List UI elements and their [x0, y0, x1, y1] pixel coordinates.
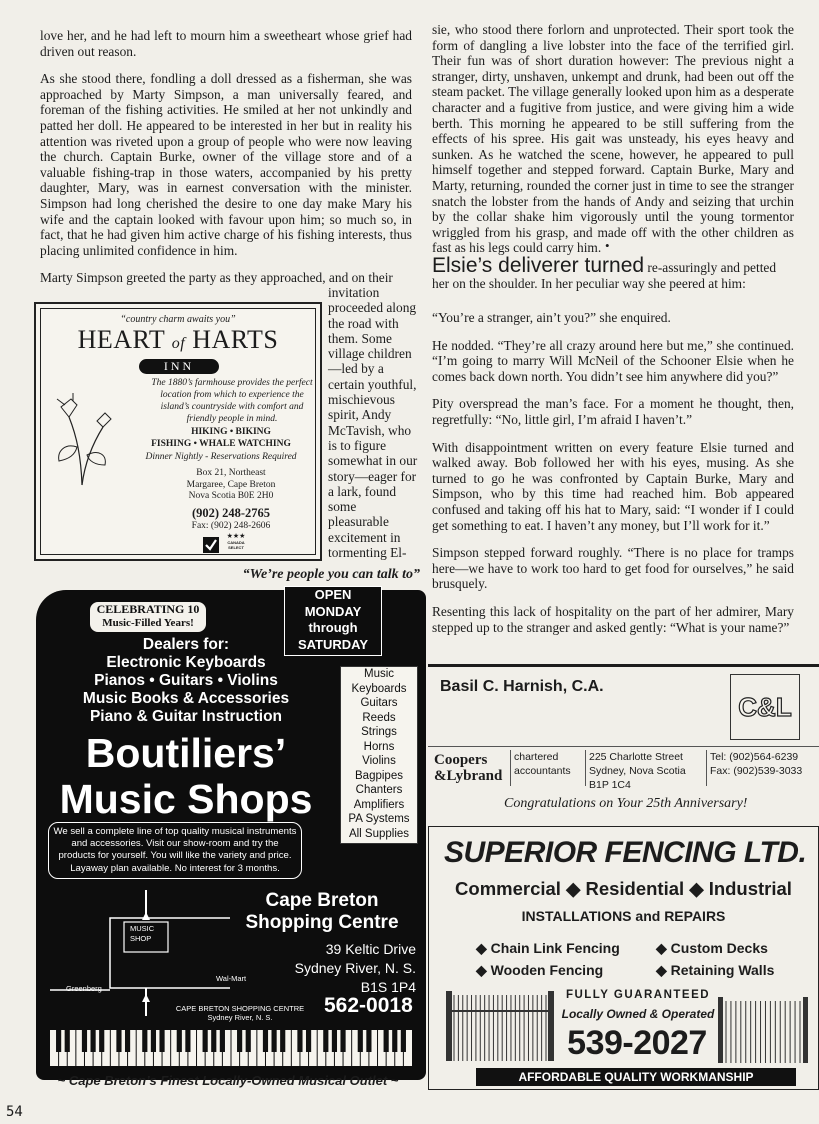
product-item: Guitars	[360, 697, 398, 709]
hoh-name-b: HARTS	[192, 325, 279, 354]
celebrating-line-2: Music-Filled Years!	[102, 617, 194, 629]
keyboard-black-key	[185, 1030, 190, 1052]
fencing-category: Industrial	[708, 878, 792, 899]
fencing-categories	[428, 878, 819, 900]
store-centre-line-2: Shopping Centre	[245, 912, 399, 933]
boutiliers-talk-tagline: “We’re people you can talk to”	[242, 567, 420, 582]
store-address-line: 39 Keltic Drive	[325, 941, 416, 957]
store-centre-name	[230, 890, 414, 934]
hoh-inn: INN	[163, 359, 195, 373]
dealers-line: Dealers for:	[142, 636, 230, 653]
product-item: PA Systems	[348, 813, 410, 825]
story-wrap-column: invitation proceeded along the road with them. Some village children—led by a certain youthful, mischievous spirit, Andy McTavish, who is to figure somewhat in our story—eager for a lark, found some pleasurable excitement in tormenting El-	[328, 285, 418, 561]
harnish-address	[589, 750, 686, 792]
story-right-top: sie, who stood there forlorn and unprotected. Their sport took the form of dangling a live lobster into the face of the terrified girl. Their fun was of short duration however: The previous night a stranger, dirty, unshaven, unkempt and drunk, had been out off the steam packet. The village generally looked upon him as a desperate character and a fugitive from justice, and were giving him a wide berth. This morning he appeared to be still suffering from the effects of his spree. His gait was unsteady, his eyes heavy and sunken. As he watched the scene, however, he appeared to pull himself together and stepped forward. Captain Burke, Mary and Marty, returning, rounded the corner just in time to see the stranger snatch the lobster from the hands of Andy and seizing that urchin by the collar shake him vigorously until the young tormentor wriggled from his grasp, and made off with the other children as fast as his legs could carry him.	[432, 22, 794, 256]
keyboard-graphic	[50, 1030, 412, 1066]
fencing-tagline: AFFORDABLE QUALITY WORKMANSHIP	[476, 1068, 796, 1086]
firm-type-line-1: chartered	[514, 751, 559, 763]
diamond-icon: ◆	[566, 878, 586, 899]
fencing-guaranteed: FULLY GUARANTEED	[565, 989, 711, 1001]
keyboard-black-key	[99, 1030, 104, 1052]
hoh-name	[41, 325, 315, 355]
hoh-name-of: of	[171, 335, 186, 352]
dealers-line: Piano & Guitar Instruction	[89, 708, 283, 725]
firm-name-line-1: Coopers	[434, 752, 488, 768]
hoh-address-line: Nova Scotia B0E 2H0	[188, 491, 274, 501]
celebrating-line-1: CELEBRATING 10	[96, 602, 200, 616]
hoh-dinner: Dinner Nightly - Reservations Required	[145, 452, 297, 462]
map-city-label: Sydney River, N. S.	[207, 1013, 273, 1022]
hoh-fax: Fax: (902) 248-2606	[191, 521, 271, 531]
story-paragraph: Pity overspread the man’s face. For a moment he thought, then, regretfully: “No, little girl, I’m afraid I haven’t.”	[432, 396, 794, 427]
keyboard-black-key	[65, 1030, 70, 1052]
store-centre-line-1: Cape Breton	[265, 890, 379, 911]
deliverer-heading: Elsie’s deliverer turned	[432, 254, 645, 277]
keyboard-black-key	[246, 1030, 251, 1052]
products-box	[340, 666, 418, 844]
fencing-service-item: ◆ Custom Decks	[656, 940, 768, 956]
fencing-category: Residential	[585, 878, 685, 899]
story-paragraph: love her, and he had left to mourn him a sweetheart whose grief had driven out reason.	[40, 28, 412, 59]
product-item: All Supplies	[348, 827, 410, 840]
keyboard-black-key	[272, 1030, 277, 1052]
boutiliers-ad	[36, 587, 426, 1080]
keyboard-black-key	[392, 1030, 397, 1052]
store-address-line: Sydney River, N. S.	[294, 960, 416, 976]
checkmark-box-icon	[203, 537, 219, 553]
superior-fencing-ad	[428, 826, 819, 1090]
open-hours-line: MONDAY	[304, 603, 362, 619]
product-item: Music	[363, 668, 395, 680]
keyboard-black-key	[91, 1030, 96, 1052]
harnish-divider	[706, 750, 707, 786]
hoh-inn-badge	[139, 359, 219, 374]
dealers-line: Electronic Keyboards	[106, 654, 266, 671]
fencing-service-label: Chain Link Fencing	[490, 940, 620, 956]
keyboard-black-key	[384, 1030, 389, 1052]
fencing-service-label: Retaining Walls	[670, 962, 775, 978]
keyboard-black-key	[142, 1030, 147, 1052]
dealers-line: Music Books & Accessories	[82, 690, 290, 707]
keyboard-black-key	[211, 1030, 216, 1052]
product-item: Violins	[362, 755, 396, 767]
boutiliers-name-line-2: Music Shops	[59, 776, 313, 822]
keyboard-black-key	[151, 1030, 156, 1052]
keyboard-black-key	[263, 1030, 268, 1052]
canada-select-stars: ★★★	[226, 533, 246, 540]
story-bullet: •	[605, 238, 610, 253]
cl-logo	[730, 674, 800, 740]
keyboard-black-key	[366, 1030, 371, 1052]
story-paragraph: He nodded. “They’re all crazy around here but me,” she continued. “I’m going to marry Will McNeil of the Schooner Elsie when he comes back down north. You didn’t see him anywhere did you?”	[432, 337, 794, 384]
hoh-address-line: Margaree, Cape Breton	[186, 479, 276, 490]
keyboard-black-key	[297, 1030, 302, 1052]
hoh-activities-1: HIKING • BIKING	[191, 427, 271, 437]
keyboard-black-key	[56, 1030, 61, 1052]
fencing-name: SUPERIOR FENCING LTD.	[444, 836, 807, 869]
harnish-address-line: B1P 1C4	[589, 779, 631, 791]
keyboard-black-key	[323, 1030, 328, 1052]
heart-of-harts-ad	[34, 302, 322, 561]
keyboard-black-key	[340, 1030, 345, 1052]
story-paragraph: “You’re a stranger, ain’t you?” she enquired.	[432, 310, 671, 325]
fencing-service-item: ◆ Chain Link Fencing	[476, 940, 620, 956]
boutiliers-blurb: We sell a complete line of top quality musical instruments and accessories. Visit our show-room and try the products for yourself. You will like the variety and price. Layaway plan available. No interest for 3 months.	[48, 822, 302, 879]
product-item: Strings	[361, 726, 397, 738]
product-item: Chanters	[355, 784, 403, 796]
harnish-divider	[585, 750, 586, 786]
canada-select-label: CANADA SELECT	[227, 540, 245, 550]
story-paragraph: Resenting this lack of hospitality on the part of her admirer, Mary stepped up to the stranger and asked gently: “What is your name?”	[432, 603, 794, 635]
keyboard-black-key	[401, 1030, 406, 1052]
hoh-address	[161, 468, 301, 503]
firm-type	[514, 750, 571, 778]
celebrating-badge	[90, 602, 206, 632]
product-item: Horns	[363, 740, 395, 753]
harnish-congrats: Congratulations on Your 25th Anniversary!	[504, 796, 748, 811]
hoh-phone: (902) 248-2765	[191, 506, 271, 520]
store-address	[216, 940, 416, 997]
open-hours-line: SATURDAY	[297, 636, 369, 652]
harnish-tel: Tel: (902)564-6239	[710, 751, 799, 763]
harnish-top-rule	[428, 664, 819, 667]
harnish-contact	[710, 750, 802, 778]
keyboard-black-key	[220, 1030, 225, 1052]
keyboard-black-key	[203, 1030, 208, 1052]
map-label-walmart: Wal-Mart	[216, 974, 247, 983]
product-item: Reeds	[362, 711, 396, 724]
hoh-tagline: “country charm awaits you”	[120, 314, 236, 325]
harnish-divider	[510, 750, 511, 786]
fence-illustration-left	[446, 981, 554, 1063]
story-paragraph: As she stood there, fondling a doll dressed as a fisherman, she was approached by Marty Simpson, a man universally feared, and foreman of the fishing activities. He smiled at her not unkindly and patted her doll. He appeared to be interested in her but in reality his attention was riveted upon a group of people who were now leaving the church. Captain Burke, owner of the village store and of a valuable fishing-trap in those waters, accompanied by his pretty daughter, Mary, was in earnest conversation with the minister. Simpson had long cherished the desire to one day make Mary his wife and the captain looked with favour upon him; so much so, in fact, that he had given him active charge of his fishing interests, thus placing unlimited confidence in him.	[40, 71, 412, 258]
fencing-service-label: Custom Decks	[670, 940, 768, 956]
deliverer-paragraph	[432, 254, 796, 291]
fencing-service-item: ◆ Retaining Walls	[656, 962, 775, 978]
fence-illustration-right	[718, 991, 808, 1063]
keyboard-black-key	[177, 1030, 182, 1052]
firm-type-line-2: accountants	[514, 765, 571, 777]
story-paragraph: With disappointment written on every feature Elsie turned and walked away. Bob followed her with his eyes, musing. As she turned to go he was confronted by Captain Burke, Mary and Simpson, who by this time had reached him. Bob appeared confused and taking off his hat to Mary, said: “I wonder if I could get something to eat. I haven’t any money, but I’ll work for it.”	[432, 439, 794, 533]
harnish-address-line: 225 Charlotte Street	[589, 751, 683, 763]
keyboard-black-key	[332, 1030, 337, 1052]
cl-logo-text: C&L	[738, 692, 792, 722]
keyboard-black-key	[82, 1030, 87, 1052]
dealers-line: Pianos • Guitars • Violins	[94, 672, 278, 689]
harnish-fax: Fax: (902)539-3033	[710, 765, 803, 777]
boutiliers-finest-tagline: ~ Cape Breton’s Finest Locally-Owned Musical Outlet ~	[57, 1073, 399, 1088]
harnish-ad	[428, 664, 819, 826]
diamond-icon: ◆	[689, 878, 709, 899]
keyboard-drawing	[50, 1030, 412, 1066]
page-number: 54	[6, 1104, 23, 1120]
map-centre-caption	[160, 1004, 320, 1022]
open-hours-line: OPEN	[314, 587, 352, 602]
dealers-list	[36, 636, 336, 726]
fencing-installs: INSTALLATIONS and REPAIRS	[521, 908, 726, 924]
product-item: Keyboards	[351, 682, 407, 695]
canada-select-logo	[225, 533, 247, 553]
fencing-service-label: Wooden Fencing	[490, 962, 604, 978]
map-label-greenberg: Greenberg	[66, 984, 102, 993]
fencing-service-item: ◆ Wooden Fencing	[476, 962, 604, 978]
fencing-phone: 539-2027	[567, 1024, 707, 1062]
story-right-bottom	[432, 310, 794, 647]
columbine-flower-icon	[47, 377, 117, 487]
keyboard-black-key	[358, 1030, 363, 1052]
boutiliers-phone: 562-0018	[324, 994, 413, 1017]
map-label-shop: SHOP	[130, 934, 152, 943]
keyboard-black-key	[159, 1030, 164, 1052]
keyboard-black-key	[280, 1030, 285, 1052]
story-paragraph: Simpson stepped forward roughly. “There is no place for tramps here—we have to work too hard to get food for ourselves,” he said brusquely.	[432, 545, 794, 592]
store-map-drawing	[50, 890, 230, 1016]
keyboard-black-key	[116, 1030, 121, 1052]
keyboard-black-key	[237, 1030, 242, 1052]
keyboard-black-key	[125, 1030, 130, 1052]
fencing-category: Commercial	[455, 878, 561, 899]
product-item: Amplifiers	[353, 798, 405, 811]
product-item: Bagpipes	[355, 769, 403, 782]
firm-name	[434, 752, 502, 784]
map-centre-label: CAPE BRETON SHOPPING CENTRE	[175, 1004, 305, 1013]
open-hours-line: through	[308, 620, 358, 635]
keyboard-black-key	[306, 1030, 311, 1052]
hoh-description: The 1880’s farmhouse provides the perfect location from which to experience the island’s countryside with comfort and friendly people in mind.	[151, 378, 313, 424]
hoh-activities-2: FISHING • WHALE WATCHING	[151, 439, 291, 449]
fencing-local: Locally Owned & Operated	[561, 1007, 715, 1021]
firm-name-line-2: &Lybrand	[434, 768, 503, 784]
boutiliers-name-line-1: Boutiliers’	[85, 730, 287, 776]
hoh-address-line: Box 21, Northeast	[196, 468, 266, 478]
hoh-name-a: HEART	[77, 325, 165, 354]
store-address-line: B1S 1P4	[360, 979, 416, 995]
deliverer-rest: re-assuringly and petted her on the shoulder. In her peculiar way she peered at him:	[432, 260, 777, 291]
harnish-address-line: Sydney, Nova Scotia	[589, 765, 686, 777]
harnish-name: Basil C. Harnish, C.A.	[440, 678, 604, 695]
story-paragraph-lead: Marty Simpson greeted the party as they approached, and on their	[40, 270, 393, 285]
boutiliers-name	[36, 730, 336, 822]
story-left-top	[40, 28, 412, 270]
map-label-music: MUSIC	[130, 924, 155, 933]
